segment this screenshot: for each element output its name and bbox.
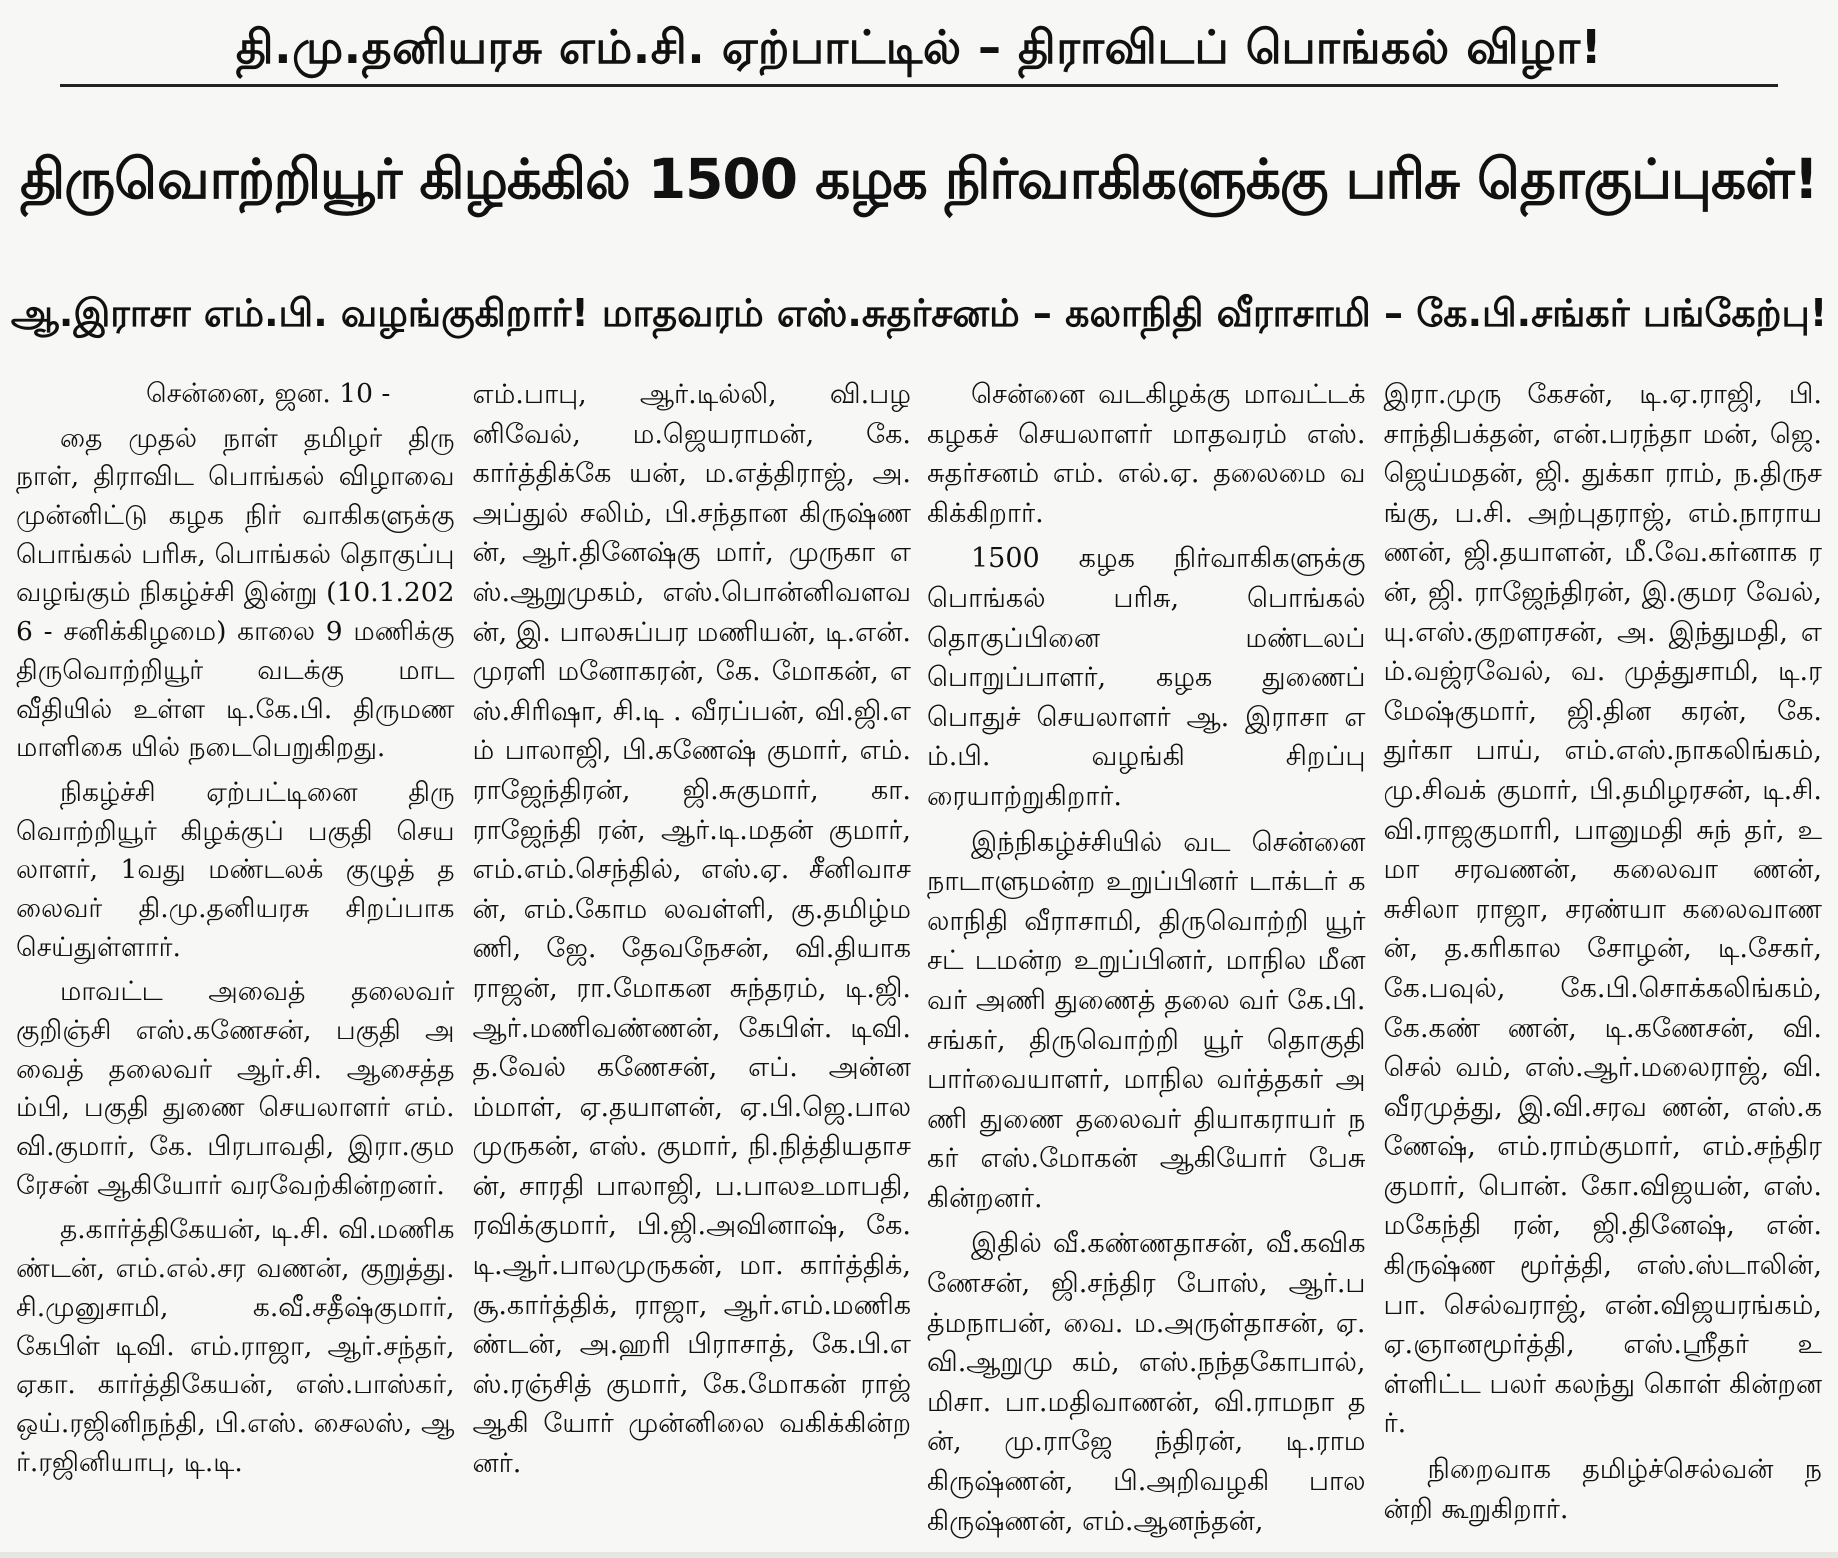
main-headline: திருவொற்றியூர் கிழக்கில் 1500 கழக நிர்வாகிகளுக்கு பரிசு தொகுப்புகள்! xyxy=(20,147,1818,211)
sub-headline: ஆ.இராசா எம்.பி. வழங்குகிறார்! மாதவரம் எஸ்.சுதர்சனம் – கலாநிதி வீராசாமி – கே.பி.சங்கர் பங்கேற்பு! xyxy=(10,291,1828,335)
paragraph: த.கார்த்திகேயன், டி.சி. வி.மணிகண்டன், எம்.எல்.சர வணன், குறுத்து.சி.முனுசாமி, க.வீ.சதீஷ்குமார், கேபிள் டிவி. எம்.ராஜா, ஆர்.சந்தர், ஏகா. கார்த்திகேயன், எஸ்.பாஸ்கர், ஒய்.ரஜினிநந்தி, பி.எஸ். சைலஸ், ஆர்.ரஜினியாபு, டி.டி. xyxy=(16,1214,455,1478)
bottom-edge xyxy=(0,1552,1838,1558)
article-column-2 xyxy=(471,375,912,1545)
paragraph: எம்.பாபு, ஆர்.டில்லி, வி.பழ னிவேல், ம.ஜெயராமன், கே. கார்த்திக்கே யன், ம.எத்திராஜ், அ.அப்துல் சலிம், பி.சந்தான கிருஷ்ணன், ஆர்.தினேஷ்கு மார், முருகா எஸ்.ஆறுமுகம், எஸ்.பொன்னிவளவன், இ. பாலசுப்பர மணியன், டி.என். முரளி மனோகரன், கே. மோகன், எஸ்.சிரிஷா, சி.டி . வீரப்பன், வி.ஜி.எம் பாலாஜி, பி.கணேஷ் குமார், எம். ராஜேந்திரன், ஜி.சுகுமார், கா.ராஜேந்தி ரன், ஆர்.டி.மதன் குமார், எம்.எம்.செந்தில், எஸ்.ஏ. சீனிவாசன், எம்.கோம லவள்ளி, கு.தமிழ்மணி, ஜே. தேவநேசன், வி.தியாகராஜன், ரா.மோகன சுந்தரம், டி.ஜி. ஆர்.மணிவண்ணன், கேபிள். டிவி.த.வேல் கணேசன், எப். அன்னம்மாள், ஏ.தயாளன், ஏ.பி.ஜெ.பாலமுருகன், எஸ். குமார், நி.நித்தியதாசன், சாரதி பாலாஜி, ப.பாலஉமாபதி, ரவிக்குமார், பி.ஜி.அவினாஷ், கே.டி.ஆர்.பாலமுருகன், மா. கார்த்திக், சூ.கார்த்திக், ராஜா, ஆர்.எம்.மணிகண்டன், அ.ஹரி பிராசாத், கே.பி.எஸ்.ரஞ்சித் குமார், கே.மோகன் ராஜ் ஆகி யோர் முன்னிலை வகிக்கின்ற னர். xyxy=(472,379,911,1480)
paragraph: இரா.முரு கேசன், டி.ஏ.ராஜி, பி.சாந்திபக்தன், என்.பரந்தா மன், ஜெ.ஜெய்மதன், ஜி. துக்கா ராம், ந.திருசங்கு, ப.சி. அற்புதராஜ், எம்.நாராயணன், ஜி.தயாளன், மீ.வே.கர்னாக ரன், ஜி. ராஜேந்திரன், இ.குமர வேல், யு.எஸ்.குறளரசன், அ. இந்துமதி, எம்.வஜ்ரவேல், வ. முத்துசாமி, டி.ரமேஷ்குமார், ஜி.தின கரன், கே.துர்கா பாய், எம்.எஸ்.நாகலிங்கம், மு.சிவக் குமார், பி.தமிழரசன், டி.சி. வி.ராஜகுமாரி, பானுமதி சுந் தர், உமா சரவணன், கலைவா ணன், சுசிலா ராஜா, சரண்யா கலைவாணன், த.கரிகால சோழன், டி.சேகர், கே.பவுல், கே.பி.சொக்கலிங்கம், கே.கண் ணன், டி.கணேசன், வி.செல் வம், எஸ்.ஆர்.மலைராஜ், வி.வீரமுத்து, இ.வி.சரவ ணன், எஸ்.கணேஷ், எம்.ராம்குமார், எம்.சந்திரகுமார், பொன். கோ.விஜயன், எஸ்.மகேந்தி ரன், ஜி.தினேஷ், என்.கிருஷ்ண மூர்த்தி, எஸ்.ஸ்டாலின், பா. செல்வராஜ், என்.விஜயரங்கம், ஏ.ஞானமூர்த்தி, எஸ்.ஸ்ரீதர் உள்ளிட்ட பலர் கலந்து கொள் கின்றனர். xyxy=(1383,379,1822,1440)
article-column-4 xyxy=(1382,375,1823,1545)
dateline: சென்னை, ஜன. 10 - xyxy=(146,378,391,409)
paragraph: தை முதல் நாள் தமிழர் திரு நாள், திராவிட பொங்கல் விழாவை முன்னிட்டு கழக நிர் வாகிகளுக்கு பொங்கல் பரிசு, பொங்கல் தொகுப்பு வழங்கும் நிகழ்ச்சி இன்று (10.1.2026 - சனிக்கிழமை) காலை 9 மணிக்கு திருவொற்றியூர் வடக்கு மாட வீதியில் உள்ள டி.கே.பி. திருமண மாளிகை யில் நடைபெறுகிறது. xyxy=(16,422,455,764)
kicker-underline xyxy=(60,84,1778,87)
article-column-1 xyxy=(16,375,455,1545)
paragraph: இந்நிகழ்ச்சியில் வட சென்னை நாடாளுமன்ற உறுப்பினர் டாக்டர் கலாநிதி வீராசாமி, திருவொற்றி யூர் சட் டமன்ற உறுப்பினர், மாநில மீனவர் அணி துணைத் தலை வர் கே.பி.சங்கர், திருவொற்றி யூர் தொகுதி பார்வையாளர், மாநில வர்த்தகர் அணி துணை தலைவர் தியாகராயர் நகர் எஸ்.மோகன் ஆகியோர் பேசு கின்றனர். xyxy=(927,826,1366,1214)
article-column-3 xyxy=(927,375,1366,1545)
paragraph: இதில் வீ.கண்ணதாசன், வீ.கவிகணேசன், ஜி.சந்திர போஸ், ஆர்.பத்மநாபன், வை. ம.அருள்தாசன், ஏ.வி.ஆறுமு கம், எஸ்.நந்தகோபால், மிசா. பா.மதிவாணன், வி.ராமநா தன், மு.ராஜே ந்திரன், டி.ராம கிருஷ்ணன், பி.அறிவழகி பால கிருஷ்ணன், எம்.ஆனந்தன், xyxy=(927,1228,1366,1537)
paragraph: நிகழ்ச்சி ஏற்பட்டினை திரு வொற்றியூர் கிழக்குப் பகுதி செயலாளர், 1வது மண்டலக் குழுத் தலைவர் தி.மு.தனியரசு சிறப்பாக செய்துள்ளார். xyxy=(16,776,455,963)
paragraph: 1500 கழக நிர்வாகிகளுக்கு பொங்கல் பரிசு, பொங்கல் தொகுப்பினை மண்டலப் பொறுப்பாளர், கழக துணைப் பொதுச் செயலாளர் ஆ. இராசா எம்.பி. வழங்கி சிறப்பு ரையாற்றுகிறார். xyxy=(927,543,1366,812)
paragraph: சென்னை வடகிழக்கு மாவட்டக் கழகச் செயலாளர் மாதவரம் எஸ்.சுதர்சனம் எம். எல்.ஏ. தலைமை வகிக்கிறார். xyxy=(927,379,1366,529)
paragraph: நிறைவாக தமிழ்ச்செல்வன் நன்றி கூறுகிறார். xyxy=(1383,1454,1822,1525)
kicker-headline: தி.மு.தனியரசு எம்.சி. ஏற்பாட்டில் – திராவிடப் பொங்கல் விழா! xyxy=(235,20,1603,74)
article-body xyxy=(16,375,1822,1545)
paragraph: மாவட்ட அவைத் தலைவர் குறிஞ்சி எஸ்.கணேசன், பகுதி அவைத் தலைவர் ஆர்.சி. ஆசைத்தம்பி, பகுதி துணை செயலாளர் எம்.வி.குமார், கே. பிரபாவதி, இரா.குமரேசன் ஆகியோர் வரவேற்கின்றனர். xyxy=(16,976,455,1201)
